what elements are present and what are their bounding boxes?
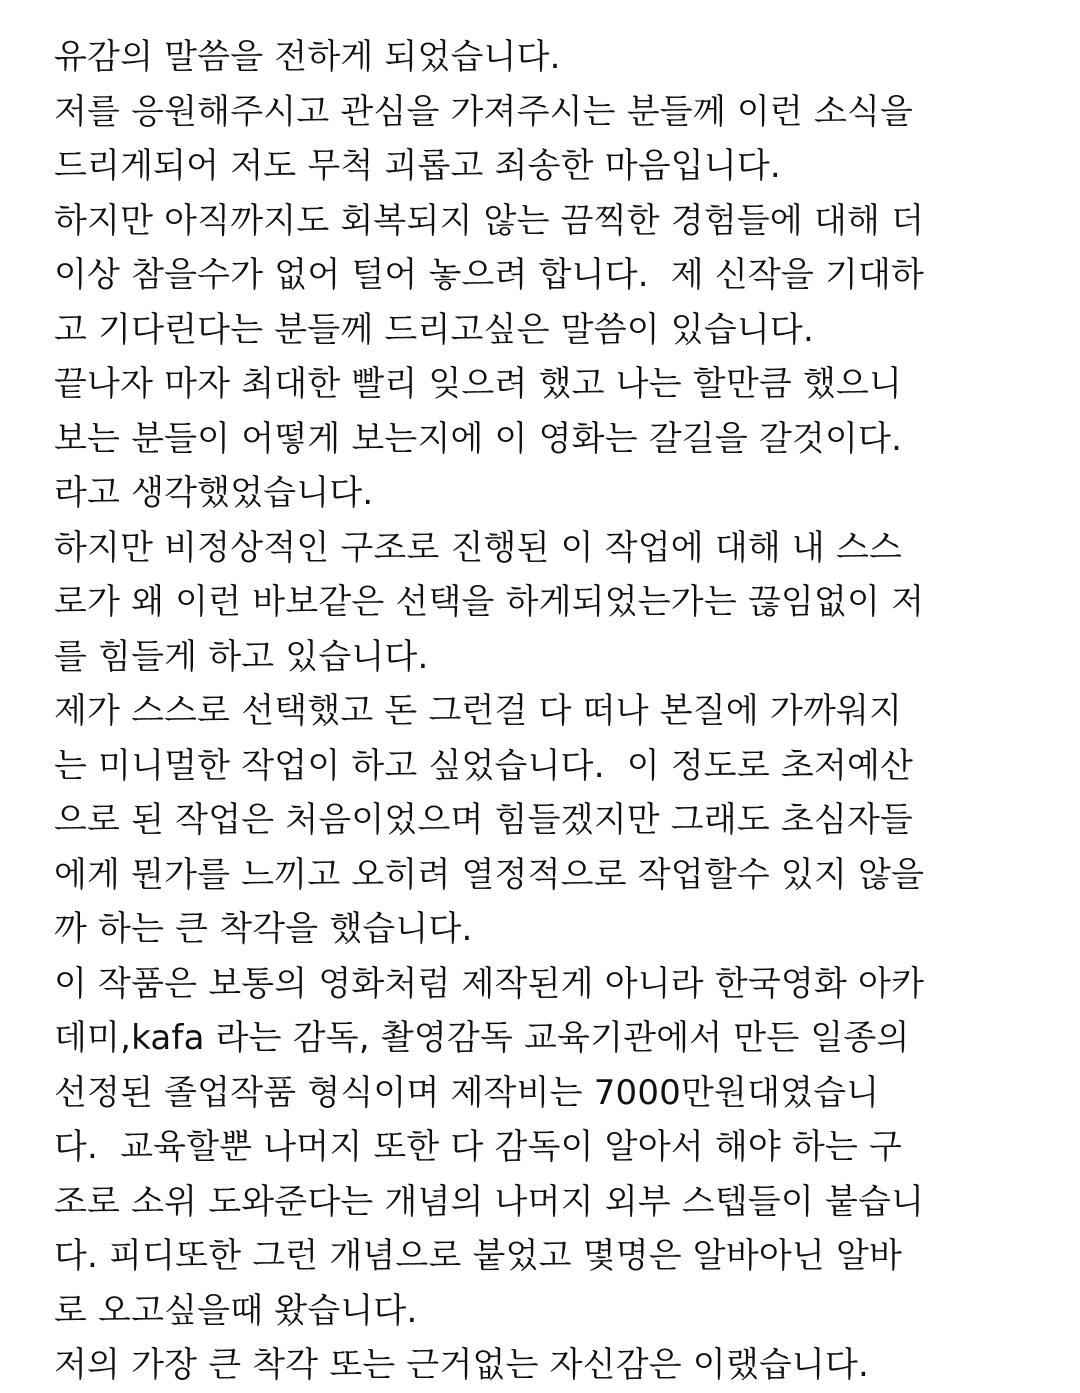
text-line: 고 기다린다는 분들께 드리고싶은 말씀이 있습니다.	[54, 309, 814, 350]
text-line: 에게 뭔가를 느끼고 오히려 열정적으로 작업할수 있지 않을	[54, 854, 925, 895]
text-line: 저의 가장 큰 착각 또는 근거없는 자신감은 이랬습니다.	[54, 1345, 870, 1385]
text-line: 이상 참을수가 없어 털어 놓으려 합니다. 제 신작을 기대하	[54, 255, 925, 295]
text-line: 선정된 졸업작품 형식이며 제작비는 7000만원대였습니	[54, 1072, 880, 1113]
text-line: 로가 왜 이런 바보같은 선택을 하게되었는가는 끊임없이 저	[54, 582, 925, 622]
text-line: 다. 교육할뿐 나머지 또한 다 감독이 알아서 해야 하는 구	[54, 1127, 903, 1167]
text-line: 까 하는 큰 착각을 했습니다.	[54, 909, 473, 949]
text-line: 보는 분들이 어떻게 보는지에 이 영화는 갈길을 갈것이다.	[54, 418, 903, 459]
text-line: 다. 피디또한 그런 개념으로 붙었고 몇명은 알바아닌 알바	[54, 1236, 903, 1276]
text-line: 로 오고싶을때 왔습니다.	[54, 1290, 418, 1331]
text-line: 저를 응원해주시고 관심을 가져주시는 분들께 이런 소식을	[54, 91, 914, 132]
text-line: 유감의 말씀을 전하게 되었습니다.	[54, 37, 561, 77]
text-line: 는 미니멀한 작업이 하고 싶었습니다. 이 정도로 초저예산	[54, 745, 914, 786]
text-line: 이 작품은 보통의 영화처럼 제작된게 아니라 한국영화 아카	[54, 963, 925, 1004]
text-line: 를 힘들게 하고 있습니다.	[54, 636, 429, 677]
text-line: 끝나자 마자 최대한 빨리 잊으려 했고 나는 할만큼 했으니	[54, 364, 903, 404]
text-line: 라고 생각했었습니다.	[54, 473, 374, 513]
text-line: 하지만 아직까지도 회복되지 않는 끔찍한 경험들에 대해 더	[54, 200, 925, 241]
text-line: 조로 소위 도와준다는 개념의 나머지 외부 스텝들이 붙습니	[54, 1181, 925, 1222]
text-line: 하지만 비정상적인 구조로 진행된 이 작업에 대해 내 스스	[54, 527, 903, 568]
text-line: 데미,kafa 라는 감독, 촬영감독 교육기관에서 만든 일종의	[54, 1018, 910, 1058]
text-line: 드리게되어 저도 무척 괴롭고 죄송한 마음입니다.	[54, 146, 781, 186]
statement-document	[54, 30, 1064, 1393]
text-line: 제가 스스로 선택했고 돈 그런걸 다 떠나 본질에 가까워지	[54, 691, 903, 731]
text-line: 으로 된 작업은 처음이었으며 힘들겠지만 그래도 초심자들	[54, 800, 914, 840]
